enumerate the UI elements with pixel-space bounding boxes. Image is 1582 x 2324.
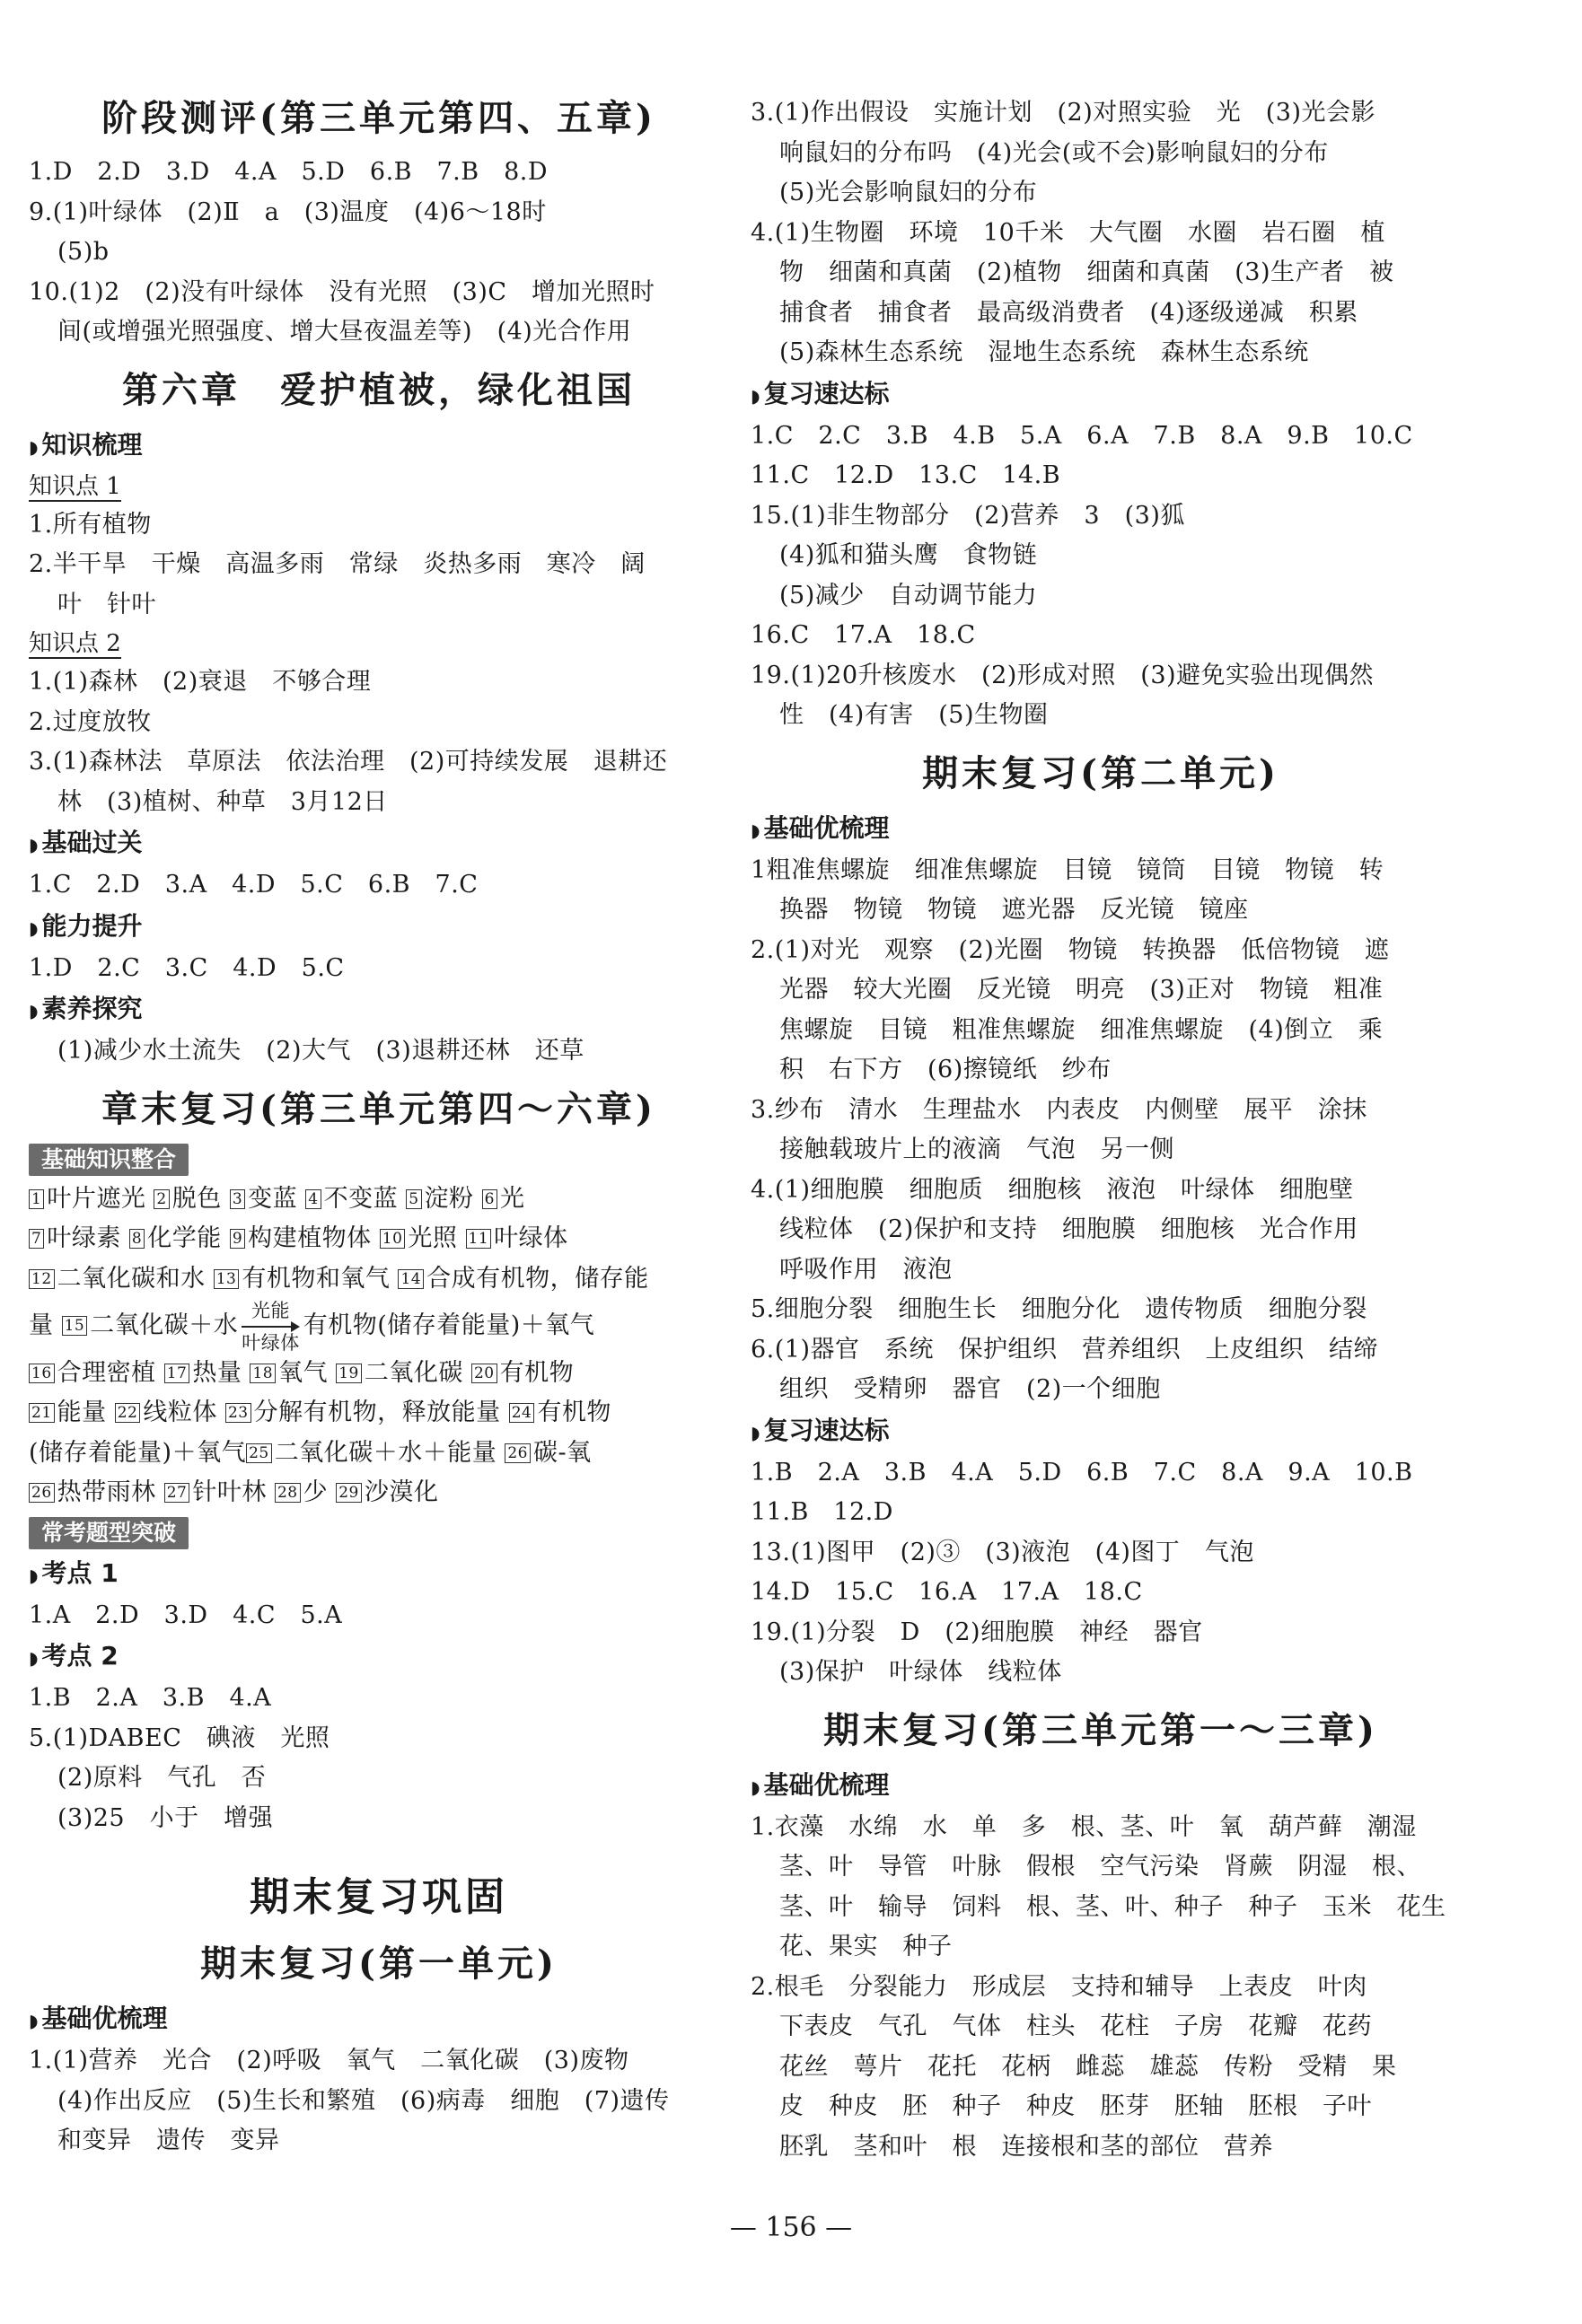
answer-line: 和变异 遗传 变异	[57, 2127, 280, 2154]
answer-line: 4.(1)细胞膜 细胞质 细胞核 液泡 叶绿体 细胞壁	[751, 1175, 1354, 1204]
triangle-bullet-icon: ◗	[29, 1647, 39, 1669]
answer-line: (1)减少水土流失 (2)大气 (3)退耕还林 还草	[57, 1037, 584, 1065]
subheading-knowledge: ◗ 知识梳理	[29, 429, 143, 460]
section-title-unit3: 期末复习(第三单元第一～三章)	[823, 1708, 1378, 1751]
answer-line: 间(或增强光照强度、增大昼夜温差等) (4)光合作用	[57, 318, 632, 346]
knowledge-point-1: 知识点 1	[29, 472, 121, 500]
answer-line: 9.(1)叶绿体 (2)Ⅱ a (3)温度 (4)6～18时	[29, 197, 547, 226]
answer-line: 1.衣藻 水绵 水 单 多 根、茎、叶 氧 葫芦藓 潮湿	[751, 1812, 1417, 1841]
triangle-bullet-icon: ◗	[29, 1564, 39, 1586]
section-title-final-review: 期末复习巩固	[250, 1874, 508, 1920]
subheading-ability: ◗ 能力提升	[29, 910, 143, 941]
answer-line: 14.D 15.C 16.A 17.A 18.C	[751, 1578, 1143, 1606]
answer-line: 13.(1)图甲 (2)③ (3)液泡 (4)图丁 气泡	[751, 1538, 1254, 1566]
reaction-arrow: 光能 叶绿体	[242, 1299, 300, 1354]
answer-line: 茎、叶 输导 饲料 根、茎、叶、种子 种子 玉米 花生	[779, 1892, 1446, 1921]
answer-line: 2.(1)对光 观察 (2)光圈 物镜 转换器 低倍物镜 遮	[751, 935, 1390, 964]
answer-line: 接触载玻片上的液滴 气泡 另一侧	[779, 1136, 1174, 1163]
answer-line: 呼吸作用 液泡	[779, 1255, 953, 1284]
numbered-answers-row: 12 二氧化碳和水 13 有机物和氧气 14 合成有机物，储存能	[29, 1259, 729, 1300]
answer-line: 5.细胞分裂 细胞生长 细胞分化 遗传物质 细胞分裂	[751, 1295, 1367, 1323]
knowledge-point-2: 知识点 2	[29, 630, 121, 657]
triangle-bullet-icon: ◗	[29, 1000, 39, 1022]
answer-line: (5)光会影响鼠妇的分布	[779, 179, 1038, 206]
answer-line: 10.(1)2 (2)没有叶绿体 没有光照 (3)C 增加光照时	[29, 277, 655, 306]
answer-line: 2.根毛 分裂能力 形成层 支持和辅导 上表皮 叶肉	[751, 1972, 1367, 2001]
answer-line: 胚乳 茎和叶 根 连接根和茎的部位 营养	[779, 2132, 1273, 2161]
answer-line: 3.纱布 清水 生理盐水 内表皮 内侧壁 展平 涂抹	[751, 1095, 1367, 1124]
answer-line: 茎、叶 导管 叶脉 假根 空气污染 肾蕨 阴湿 根、	[779, 1853, 1421, 1881]
answer-line: 林 (3)植树、种草 3月12日	[57, 787, 388, 816]
answer-line: 线粒体 (2)保护和支持 细胞膜 细胞核 光合作用	[779, 1215, 1358, 1243]
left-column	[29, 90, 729, 2162]
answer-line: 1.C 2.D 3.A 4.D 5.C 6.B 7.C	[29, 871, 479, 899]
answer-line: 2.过度放牧	[29, 707, 152, 736]
answer-line: 皮 种皮 胚 种子 种皮 胚芽 胚轴 胚根 子叶	[779, 2092, 1372, 2120]
answer-line: 花、果实 种子	[779, 1933, 953, 1960]
triangle-bullet-icon: ◗	[751, 1421, 760, 1443]
answer-line: 响鼠妇的分布吗 (4)光会(或不会)影响鼠妇的分布	[779, 138, 1329, 167]
answer-line: 花丝 萼片 花托 花柄 雌蕊 雄蕊 传粉 受精 果	[779, 2052, 1397, 2081]
subheading-quick-review: ◗ 复习速达标	[751, 378, 890, 408]
subheading-quick-review: ◗ 复习速达标	[751, 1415, 890, 1445]
answer-line: 11.C 12.D 13.C 14.B	[751, 461, 1061, 489]
answer-line: (5)减少 自动调节能力	[779, 581, 1038, 610]
answer-line: 15.(1)非生物部分 (2)营养 3 (3)狐	[751, 501, 1185, 530]
answer-line: 叶 针叶	[57, 590, 156, 618]
subheading-basic-review: ◗ 基础优梳理	[29, 2004, 168, 2033]
boxed-heading-integration: 基础知识整合	[29, 1144, 729, 1176]
answer-line: (3)保护 叶绿体 线粒体	[779, 1658, 1062, 1686]
answer-line: 焦螺旋 目镜 粗准焦螺旋 细准焦螺旋 (4)倒立 乘	[779, 1015, 1384, 1044]
subheading-basic: ◗ 基础过关	[29, 828, 143, 857]
triangle-bullet-icon: ◗	[29, 916, 39, 939]
answer-line: 4.(1)生物圈 环境 10千米 大气圈 水圈 岩石圈 植	[751, 218, 1385, 247]
answer-line: 物 细菌和真菌 (2)植物 细菌和真菌 (3)生产者 被	[779, 259, 1394, 286]
answer-line: 1.(1)营养 光合 (2)呼吸 氧气 二氧化碳 (3)废物	[29, 2047, 629, 2074]
answer-line: (5)森林生态系统 湿地生态系统 森林生态系统	[779, 338, 1309, 366]
triangle-bullet-icon: ◗	[751, 1776, 760, 1798]
subheading-basic-review: ◗ 基础优梳理	[751, 1769, 890, 1800]
numbered-answers-row: 16 合理密植 17 热量 18 氧气 19 二氧化碳 20 有机物	[29, 1354, 729, 1394]
answer-line: 1.B 2.A 3.B 4.A	[29, 1684, 272, 1712]
answer-line: 下表皮 气孔 气体 柱头 花柱 子房 花瓣 花药	[779, 2013, 1372, 2040]
boxed-heading-question-types: 常考题型突破	[29, 1517, 729, 1549]
answer-line: (5)b	[57, 238, 110, 266]
section-title-chapter-review: 章末复习(第三单元第四～六章)	[101, 1087, 656, 1130]
triangle-bullet-icon: ◗	[29, 2010, 39, 2031]
answer-line: 1粗准焦螺旋 细准焦螺旋 目镜 镜筒 目镜 物镜 转	[751, 855, 1384, 884]
numbered-answers-row: 21 能量 22 线粒体 23 分解有机物，释放能量 24 有机物	[29, 1393, 729, 1434]
numbered-answers-row: 1 叶片遮光 2 脱色 3 变蓝 4 不变蓝 5 淀粉 6 光	[29, 1180, 729, 1220]
answer-line: 1.D 2.C 3.C 4.D 5.C	[29, 953, 345, 982]
answer-line: 19.(1)分裂 D (2)细胞膜 神经 器官	[751, 1618, 1203, 1646]
triangle-bullet-icon: ◗	[29, 834, 39, 855]
answer-line: 5.(1)DABEC 碘液 光照	[29, 1723, 330, 1752]
triangle-bullet-icon: ◗	[29, 435, 39, 458]
photosynthesis-equation-row: 量 15 二氧化碳＋水 光能 叶绿体 有机物(储存着能量)＋氧气	[29, 1299, 595, 1354]
section-title-stage-test: 阶段测评(第三单元第四、五章)	[101, 97, 656, 139]
subheading-test-point-1: ◗ 考点 1	[29, 1557, 119, 1588]
answer-line: 1.A 2.D 3.D 4.C 5.A	[29, 1600, 343, 1629]
answer-line: 2.半干旱 干燥 高温多雨 常绿 炎热多雨 寒冷 阔	[29, 550, 646, 578]
answer-line: 3.(1)森林法 草原法 依法治理 (2)可持续发展 退耕还	[29, 748, 668, 776]
answer-line: 光器 较大光圈 反光镜 明亮 (3)正对 物镜 粗准	[779, 976, 1384, 1004]
subheading-literacy: ◗ 素养探究	[29, 994, 143, 1023]
answer-line: 换器 物镜 物镜 遮光器 反光镜 镜座	[779, 896, 1249, 924]
answer-line: 1.D 2.D 3.D 4.A 5.D 6.B 7.B 8.D	[29, 158, 549, 186]
numbered-answers-row: 26 热带雨林 27 针叶林 28 少 29 沙漠化	[29, 1473, 729, 1513]
answer-line: 19.(1)20升核废水 (2)形成对照 (3)避免实验出现偶然	[751, 661, 1375, 689]
answer-line: 6.(1)器官 系统 保护组织 营养组织 上皮组织 结缔	[751, 1335, 1379, 1364]
answer-line: 11.B 12.D	[751, 1498, 893, 1526]
answer-line: 1.(1)森林 (2)衰退 不够合理	[29, 668, 372, 696]
triangle-bullet-icon: ◗	[751, 384, 760, 407]
arrow-icon	[242, 1321, 300, 1332]
right-column	[751, 97, 1451, 2167]
answer-line: 组织 受精卵 器官 (2)一个细胞	[779, 1375, 1161, 1403]
answer-line: 1.所有植物	[29, 510, 152, 539]
section-title-unit2: 期末复习(第二单元)	[922, 751, 1279, 794]
answer-line: 性 (4)有害 (5)生物圈	[779, 701, 1049, 729]
answer-line: (4)狐和猫头鹰 食物链	[779, 541, 1038, 569]
subheading-basic-review: ◗ 基础优梳理	[751, 812, 890, 843]
answer-line: 3.(1)作出假设 实施计划 (2)对照实验 光 (3)光会影	[751, 99, 1375, 127]
answer-line: 1.C 2.C 3.B 4.B 5.A 6.A 7.B 8.A 9.B 10.C	[751, 421, 1413, 450]
triangle-bullet-icon: ◗	[751, 819, 760, 841]
numbered-answers-row: 7 叶绿素 8 化学能 9 构建植物体 10 光照 11 叶绿体	[29, 1219, 729, 1259]
page-number: — 156 —	[729, 2212, 853, 2243]
subheading-test-point-2: ◗ 考点 2	[29, 1641, 119, 1671]
answer-line: 捕食者 捕食者 最高级消费者 (4)逐级递减 积累	[779, 298, 1358, 327]
answer-line: (3)25 小于 增强	[57, 1803, 274, 1832]
answer-line: 积 右下方 (6)擦镜纸 纱布	[779, 1056, 1112, 1083]
answer-line: 1.B 2.A 3.B 4.A 5.D 6.B 7.C 8.A 9.A 10.B	[751, 1458, 1413, 1486]
answer-line: 16.C 17.A 18.C	[751, 621, 976, 649]
answer-line: (2)原料 气孔 否	[57, 1764, 267, 1792]
numbered-answers-row: (储存着能量)＋氧气 25 二氧化碳＋水＋能量 26 碳-氧	[29, 1438, 592, 1467]
section-title-chapter6: 第六章 爱护植被，绿化祖国	[122, 368, 636, 411]
section-title-unit1: 期末复习(第一单元)	[200, 1943, 558, 1985]
answer-line: (4)作出反应 (5)生长和繁殖 (6)病毒 细胞 (7)遗传	[57, 2086, 670, 2115]
